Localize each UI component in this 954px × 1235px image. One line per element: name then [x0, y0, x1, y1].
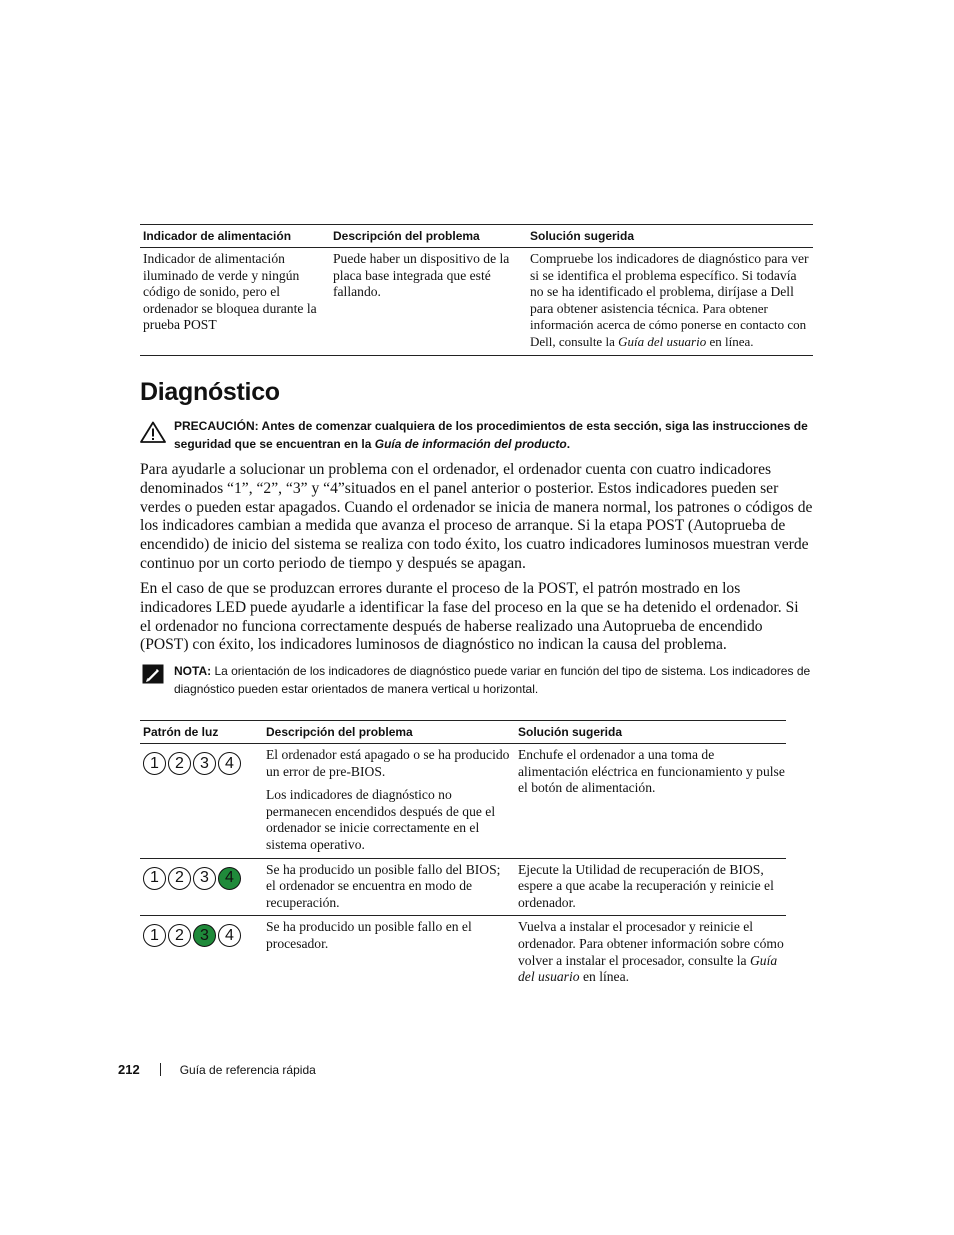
description-text-secondary: Los indicadores de diagnóstico no permanecen encendidos después de que el ordenador se inicie correctamente en el sistema operativo.	[266, 787, 496, 852]
cell-light-pattern	[140, 747, 263, 854]
caution-notice	[140, 418, 813, 453]
pencil-note-icon	[142, 664, 164, 689]
table-row	[140, 916, 786, 989]
header-suggested-solution: Solución sugerida	[530, 229, 635, 243]
cell-light-pattern	[140, 919, 263, 985]
diagnostic-led-4: 4	[218, 752, 241, 775]
page-number: 212	[118, 1062, 140, 1077]
caution-end: .	[566, 436, 571, 451]
footer-divider	[160, 1063, 161, 1076]
solution-suffix: en línea.	[579, 969, 630, 985]
solution-main-text: Compruebe los indicadores de diagnóstico para ver si se identifica el problema específico. Si todavía no se ha identificado el problema, diríjase a Dell para obtener asistencia técnica.	[530, 251, 809, 316]
section-title: Diagnóstico	[140, 378, 280, 406]
post-errors-paragraph: En el caso de que se produzcan errores durante el proceso de la POST, el patrón mostrado en los indicadores LED puede ayudarle a identificar la fase del proceso en la que se ha detenido el ordenador. Si el ordenador no funciona correctamente después de haberse realizado una Autoprueba de encendido (POST) con éxito, los indicadores luminosos de diagnóstico no indican la causa del problema.	[140, 580, 799, 654]
power-indicator-table	[140, 224, 813, 356]
header-suggested-solution: Solución sugerida	[518, 725, 623, 739]
note-notice	[140, 663, 813, 698]
cell-description: Puede haber un dispositivo de la placa base integrada que esté fallando.	[333, 251, 510, 300]
table-row	[140, 248, 813, 356]
header-light-pattern: Patrón de luz	[143, 725, 219, 739]
caution-text	[174, 418, 813, 453]
intro-paragraph: Para ayudarle a solucionar un problema con el ordenador, el ordenador cuenta con cuatro indicadores denominados “1”, “2”, “3” y “4”situados en el panel anterior o posterior. Estos indicadores pueden ser verdes o pueden estar apagados. Cuando el ordenador se inicia de manera normal, los patrones o códigos de los indicadores cambian a medida que avanza el proceso de arranque. Si la etapa POST (Autoprueba de encendido) de inicio del sistema se realiza con todo éxito, los cuatro indicadores luminosos muestran verde continuo por un corto periodo de tiempo y después se apagan.	[140, 461, 813, 572]
cell-light-pattern	[140, 862, 263, 912]
diagnostic-led-3: 3	[193, 867, 216, 890]
caution-label: PRECAUCIÓN:	[174, 419, 259, 433]
diagnostic-led-4: 4	[218, 924, 241, 947]
cell-description	[263, 747, 515, 854]
diagnostic-led-2: 2	[168, 924, 191, 947]
diagnostic-led-2: 2	[168, 867, 191, 890]
product-info-guide-reference: Guía de información del producto	[374, 436, 567, 451]
cell-indicator: Indicador de alimentación iluminado de verde y ningún código de sonido, pero el ordenador se bloquea durante la prueba POST	[143, 251, 317, 333]
solution-extra-suffix: en línea.	[706, 333, 754, 349]
header-power-indicator: Indicador de alimentación	[143, 229, 292, 243]
cell-description: Se ha producido un posible fallo en el procesador.	[266, 919, 472, 951]
table-row	[140, 859, 786, 917]
header-problem-description: Descripción del problema	[266, 725, 413, 739]
warning-triangle-icon	[140, 421, 166, 448]
light-pattern-table	[140, 720, 786, 990]
table-header	[140, 224, 813, 248]
cell-solution	[527, 251, 813, 351]
document-title: Guía de referencia rápida	[179, 1062, 316, 1077]
page-footer	[118, 1062, 316, 1077]
table-header	[140, 720, 786, 744]
cell-solution: Ejecute la Utilidad de recuperación de BIOS, espere a que acabe la recuperación y reinicie el ordenador.	[518, 861, 774, 910]
led-pattern	[143, 867, 263, 890]
user-guide-reference: Guía del usuario	[518, 952, 778, 985]
solution-prefix: Vuelva a instalar el procesador y reinicie el ordenador. Para obtener información sobre cómo volver a instalar el procesador, consulte la	[518, 919, 784, 968]
diagnostic-led-4: 4	[218, 867, 241, 890]
diagnostic-led-3: 3	[193, 924, 216, 947]
user-guide-reference: Guía del usuario	[618, 333, 707, 349]
note-text	[174, 663, 813, 698]
cell-solution	[515, 919, 786, 985]
header-problem-description: Descripción del problema	[333, 229, 480, 243]
table-row	[140, 744, 786, 859]
diagnostic-led-1: 1	[143, 924, 166, 947]
cell-description: Se ha producido un posible fallo del BIOS; el ordenador se encuentra en modo de recuperación.	[266, 861, 501, 910]
diagnostic-led-3: 3	[193, 752, 216, 775]
solution-extra-prefix: Para obtener información acerca de cómo ponerse en contacto con Dell, consulte la	[530, 300, 807, 349]
diagnostic-led-1: 1	[143, 752, 166, 775]
note-label: NOTA:	[174, 664, 212, 678]
led-pattern	[143, 924, 263, 947]
note-body: La orientación de los indicadores de diagnóstico puede variar en función del tipo de sistema. Los indicadores de diagnóstico pueden estar orientados de manera vertical u horizontal.	[174, 664, 811, 696]
diagnostic-led-1: 1	[143, 867, 166, 890]
cell-solution: Enchufe el ordenador a una toma de alimentación eléctrica en funcionamiento y pulse el botón de alimentación.	[518, 747, 785, 796]
description-text: El ordenador está apagado o se ha producido un error de pre-BIOS.	[266, 747, 510, 779]
diagnostic-led-2: 2	[168, 752, 191, 775]
led-pattern	[143, 752, 263, 775]
caution-body: Antes de comenzar cualquiera de los procedimientos de esta sección, siga las instrucciones de seguridad que se encuentran en la	[174, 419, 808, 451]
